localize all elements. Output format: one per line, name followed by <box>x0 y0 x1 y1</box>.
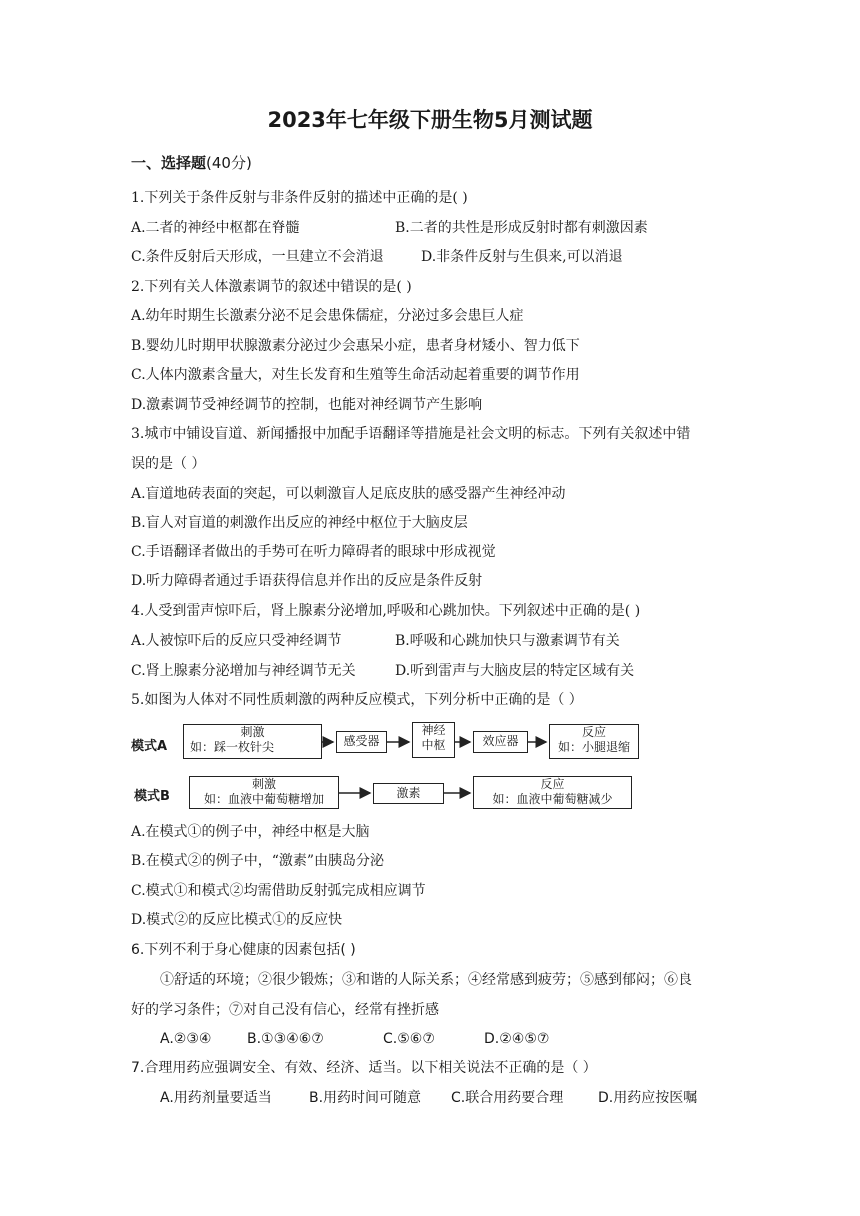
q5-option-c: C.模式①和模式②均需借助反射弧完成相应调节 <box>131 883 426 899</box>
q6-body-line2: 好的学习条件；⑦对自己没有信心，经常有挫折感 <box>131 1002 439 1018</box>
q3-option-a: A.盲道地砖表面的突起，可以刺激盲人足底皮肤的感受器产生神经冲动 <box>131 486 566 502</box>
mode-b-response-example: 如：血液中葡萄糖减少 <box>492 792 613 806</box>
q3-option-b: B.盲人对盲道的刺激作出反应的神经中枢位于大脑皮层 <box>131 515 468 531</box>
q4-option-a: A.人被惊吓后的反应只受神经调节 <box>131 633 342 649</box>
q4-stem: 4.人受到雷声惊吓后，肾上腺素分泌增加,呼吸和心跳加快。下列叙述中正确的是( ) <box>131 603 641 619</box>
q3-option-c: C.手语翻译者做出的手势可在听力障碍者的眼球中形成视觉 <box>131 544 496 560</box>
q4-option-d: D.听到雷声与大脑皮层的特定区域有关 <box>395 663 635 679</box>
nerve-center-line1: 神经 <box>421 723 446 737</box>
page-title: 2023年七年级下册生物5月测试题 <box>267 108 593 132</box>
hormone-box: 激素 <box>373 783 444 804</box>
q6-body-line1: ①舒适的环境；②很少锻炼；③和谐的人际关系；④经常感到疲劳；⑤感到郁闷；⑥良 <box>160 972 692 988</box>
section-heading <box>131 152 252 173</box>
q1-option-a: A.二者的神经中枢都在脊髓 <box>131 220 300 236</box>
q6-stem: 6.下列不利于身心健康的因素包括( ) <box>131 942 356 958</box>
q3-stem-line2: 误的是（ ） <box>131 456 206 472</box>
q1-option-c: C.条件反射后天形成，一旦建立不会消退 <box>131 249 384 265</box>
q5-option-d: D.模式②的反应比模式①的反应快 <box>131 912 343 928</box>
q3-stem-line1: 3.城市中铺设盲道、新闻播报中加配手语翻译等措施是社会文明的标志。下列有关叙述中错 <box>131 426 691 442</box>
mode-b-stimulus-title: 刺激 <box>251 777 276 791</box>
effector-box: 效应器 <box>473 731 528 753</box>
nerve-center-line2: 中枢 <box>421 738 446 752</box>
q3-option-d: D.听力障碍者通过手语获得信息并作出的反应是条件反射 <box>131 573 483 589</box>
q7-option-d: D.用药应按医嘱 <box>598 1090 698 1106</box>
q6-option-c: C.⑤⑥⑦ <box>383 1031 435 1047</box>
q1-stem: 1.下列关于条件反射与非条件反射的描述中正确的是( ) <box>131 190 468 206</box>
mode-a-stimulus-example: 如：踩一枚针尖 <box>190 740 275 754</box>
mode-b-response-title: 反应 <box>540 777 565 791</box>
q5-option-b: B.在模式②的例子中，“激素”由胰岛分泌 <box>131 853 385 869</box>
q4-option-b: B.呼吸和心跳加快只与激素调节有关 <box>395 633 620 649</box>
q7-option-b: B.用药时间可随意 <box>309 1090 422 1106</box>
q2-option-c: C.人体内激素含量大，对生长发育和生殖等生命活动起着重要的调节作用 <box>131 367 580 383</box>
q2-stem: 2.下列有关人体激素调节的叙述中错误的是( ) <box>131 279 412 295</box>
q2-option-b: B.婴幼儿时期甲状腺激素分泌过少会惠呆小症，患者身材矮小、智力低下 <box>131 338 580 354</box>
mode-b-stimulus-box <box>189 776 339 809</box>
q4-option-c: C.肾上腺素分泌增加与神经调节无关 <box>131 663 356 679</box>
q2-option-a: A.幼年时期生长激素分泌不足会患侏儒症，分泌过多会患巨人症 <box>131 308 524 324</box>
mode-a-response-title: 反应 <box>581 725 606 739</box>
q5-option-a: A.在模式①的例子中，神经中枢是大脑 <box>131 824 370 840</box>
nerve-center-box <box>412 722 455 758</box>
mode-a-stimulus-title: 刺激 <box>240 725 265 739</box>
mode-b-response-box <box>473 776 632 809</box>
q1-option-b: B.二者的共性是形成反射时都有刺激因素 <box>395 220 648 236</box>
mode-b-stimulus-example: 如：血液中葡萄糖增加 <box>203 792 324 806</box>
receptor-box: 感受器 <box>336 731 387 753</box>
mode-a-label: 模式A <box>131 739 168 754</box>
q6-option-a: A.②③④ <box>160 1031 212 1047</box>
q1-option-d: D.非条件反射与生俱来,可以消退 <box>421 249 623 265</box>
q7-stem: 7.合理用药应强调安全、有效、经济、适当。以下相关说法不正确的是（ ） <box>131 1060 597 1076</box>
mode-a-response-example: 如：小腿退缩 <box>557 740 630 754</box>
q6-option-b: B.①③④⑥⑦ <box>247 1031 324 1047</box>
section-label: 一、选择题 <box>131 154 207 172</box>
q7-option-a: A.用药剂量要适当 <box>160 1090 272 1106</box>
mode-a-stimulus-box <box>183 724 322 759</box>
section-score: (40分) <box>206 154 252 172</box>
q2-option-d: D.激素调节受神经调节的控制，也能对神经调节产生影响 <box>131 397 483 413</box>
mode-a-response-box <box>549 724 639 759</box>
q5-stem: 5.如图为人体对不同性质刺激的两种反应模式，下列分析中正确的是（ ） <box>131 692 583 708</box>
mode-b-label: 模式B <box>134 789 170 804</box>
q6-option-d: D.②④⑤⑦ <box>484 1031 550 1047</box>
q7-option-c: C.联合用药要合理 <box>451 1090 564 1106</box>
